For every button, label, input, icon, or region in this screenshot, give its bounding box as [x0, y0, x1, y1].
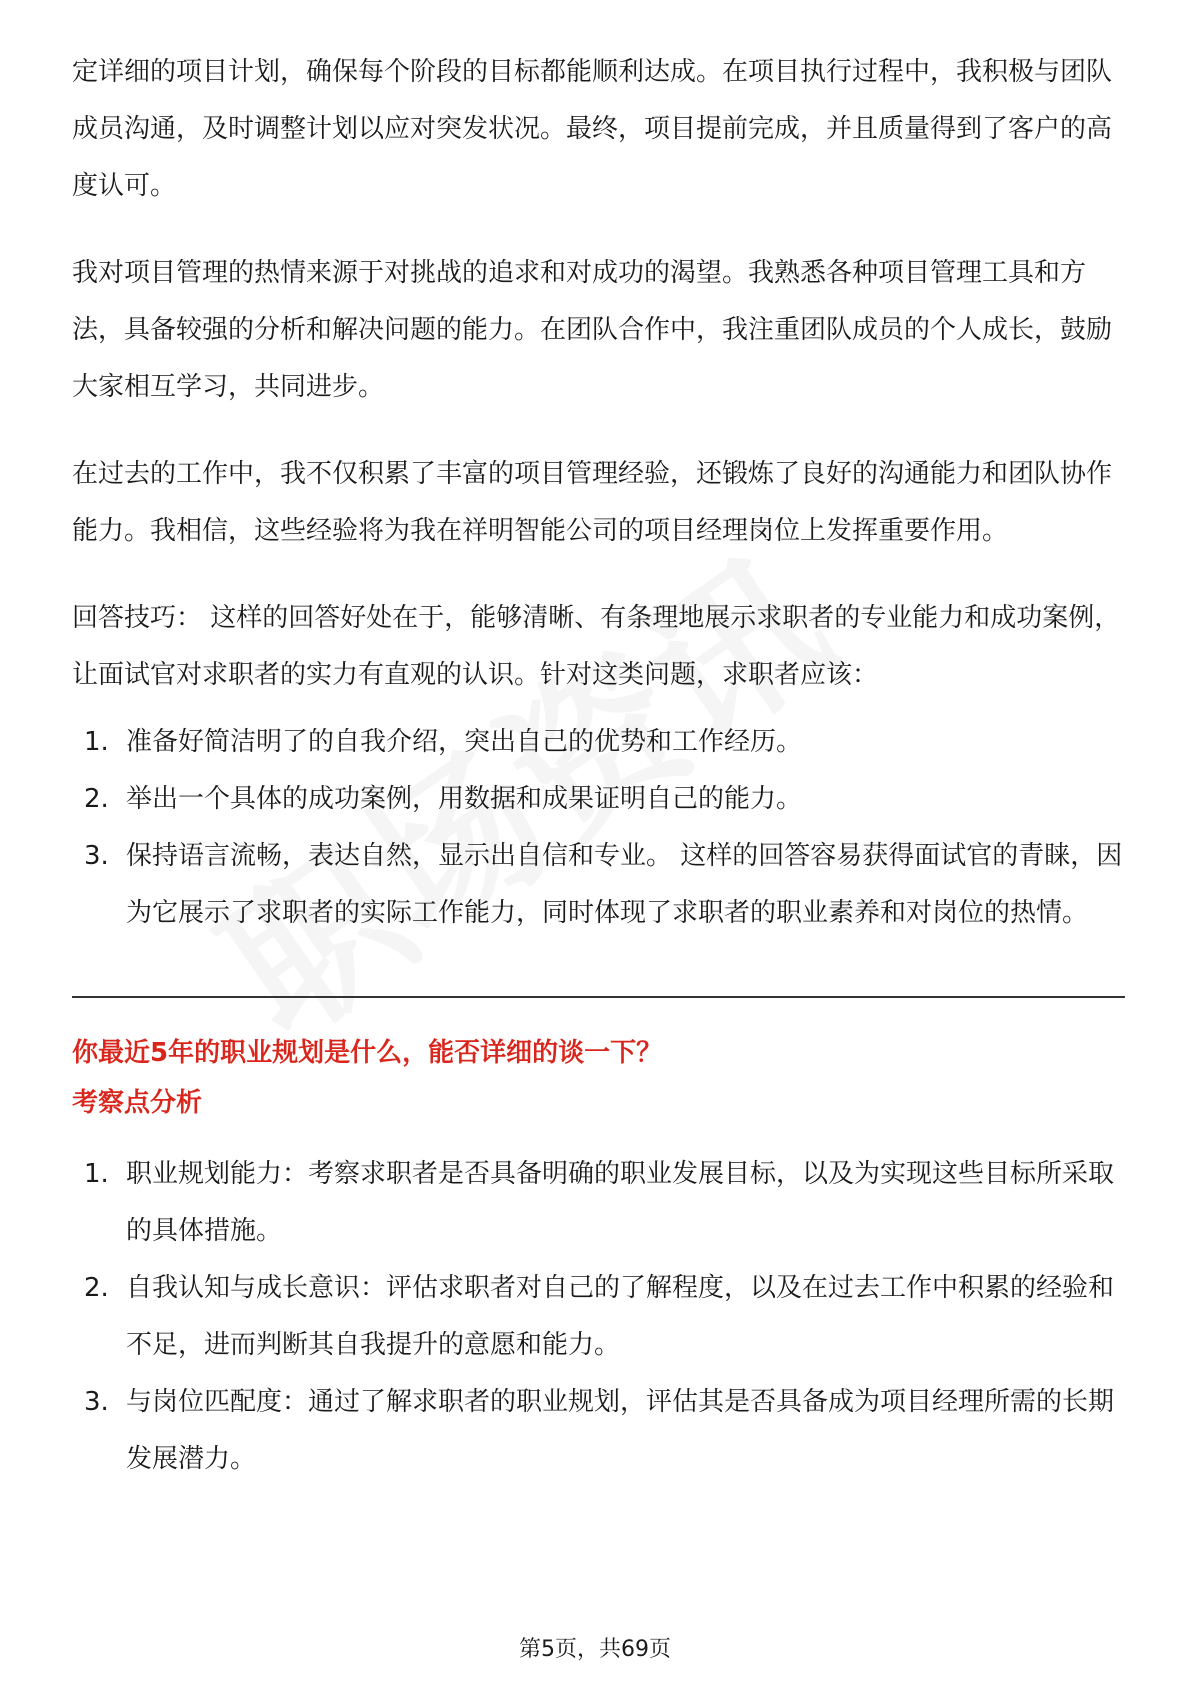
list-item	[72, 1374, 1125, 1488]
question-subtitle: 考察点分析	[72, 1088, 203, 1118]
list-item	[72, 1260, 1125, 1374]
analysis-list	[72, 1146, 1125, 1488]
list-number: 3.	[84, 841, 109, 871]
list-text: 举出一个具体的成功案例，用数据和成果证明自己的能力。	[126, 784, 803, 814]
list-text: 与岗位匹配度：通过了解求职者的职业规划，评估其是否具备成为项目经理所需的长期发展潜力。	[126, 1387, 1115, 1474]
question-title: 你最近5年的职业规划是什么，能否详细的谈一下？	[72, 1038, 663, 1068]
section-divider	[72, 996, 1125, 998]
list-text: 准备好简洁明了的自我介绍，突出自己的优势和工作经历。	[126, 727, 803, 757]
list-item	[72, 714, 1125, 771]
list-number: 2.	[84, 1273, 109, 1303]
page-footer: 第5页，共69页	[519, 1637, 671, 1662]
paragraph: 在过去的工作中，我不仅积累了丰富的项目管理经验，还锻炼了良好的沟通能力和团队协作能力。我相信，这些经验将为我在祥明智能公司的项目经理岗位上发挥重要作用。	[72, 459, 1113, 546]
paragraph: 我对项目管理的热情来源于对挑战的追求和对成功的渴望。我熟悉各种项目管理工具和方法，具备较强的分析和解决问题的能力。在团队合作中，我注重团队成员的个人成长，鼓励大家相互学习，共同进步。	[72, 258, 1113, 402]
list-item	[72, 771, 1125, 828]
list-text: 自我认知与成长意识：评估求职者对自己的了解程度，以及在过去工作中积累的经验和不足，进而判断其自我提升的意愿和能力。	[126, 1273, 1115, 1360]
list-text: 职业规划能力：考察求职者是否具备明确的职业发展目标，以及为实现这些目标所采取的具体措施。	[126, 1159, 1115, 1246]
tips-list	[72, 714, 1125, 942]
paragraph: 定详细的项目计划，确保每个阶段的目标都能顺利达成。在项目执行过程中，我积极与团队成员沟通，及时调整计划以应对突发状况。最终，项目提前完成，并且质量得到了客户的高度认可。	[72, 57, 1113, 201]
list-number: 2.	[84, 784, 109, 814]
list-text: 保持语言流畅，表达自然，显示出自信和专业。 这样的回答容易获得面试官的青睐，因为它展示了求职者的实际工作能力，同时体现了求职者的职业素养和对岗位的热情。	[126, 841, 1123, 928]
answer-tips-paragraph: 回答技巧： 这样的回答好处在于，能够清晰、有条理地展示求职者的专业能力和成功案例，让面试官对求职者的实力有直观的认识。针对这类问题，求职者应该：	[72, 603, 1121, 690]
list-number: 3.	[84, 1387, 109, 1417]
list-number: 1.	[84, 1159, 109, 1189]
list-item	[72, 1146, 1125, 1260]
list-item	[72, 828, 1125, 942]
document-page	[72, 44, 1125, 1488]
list-number: 1.	[84, 727, 109, 757]
